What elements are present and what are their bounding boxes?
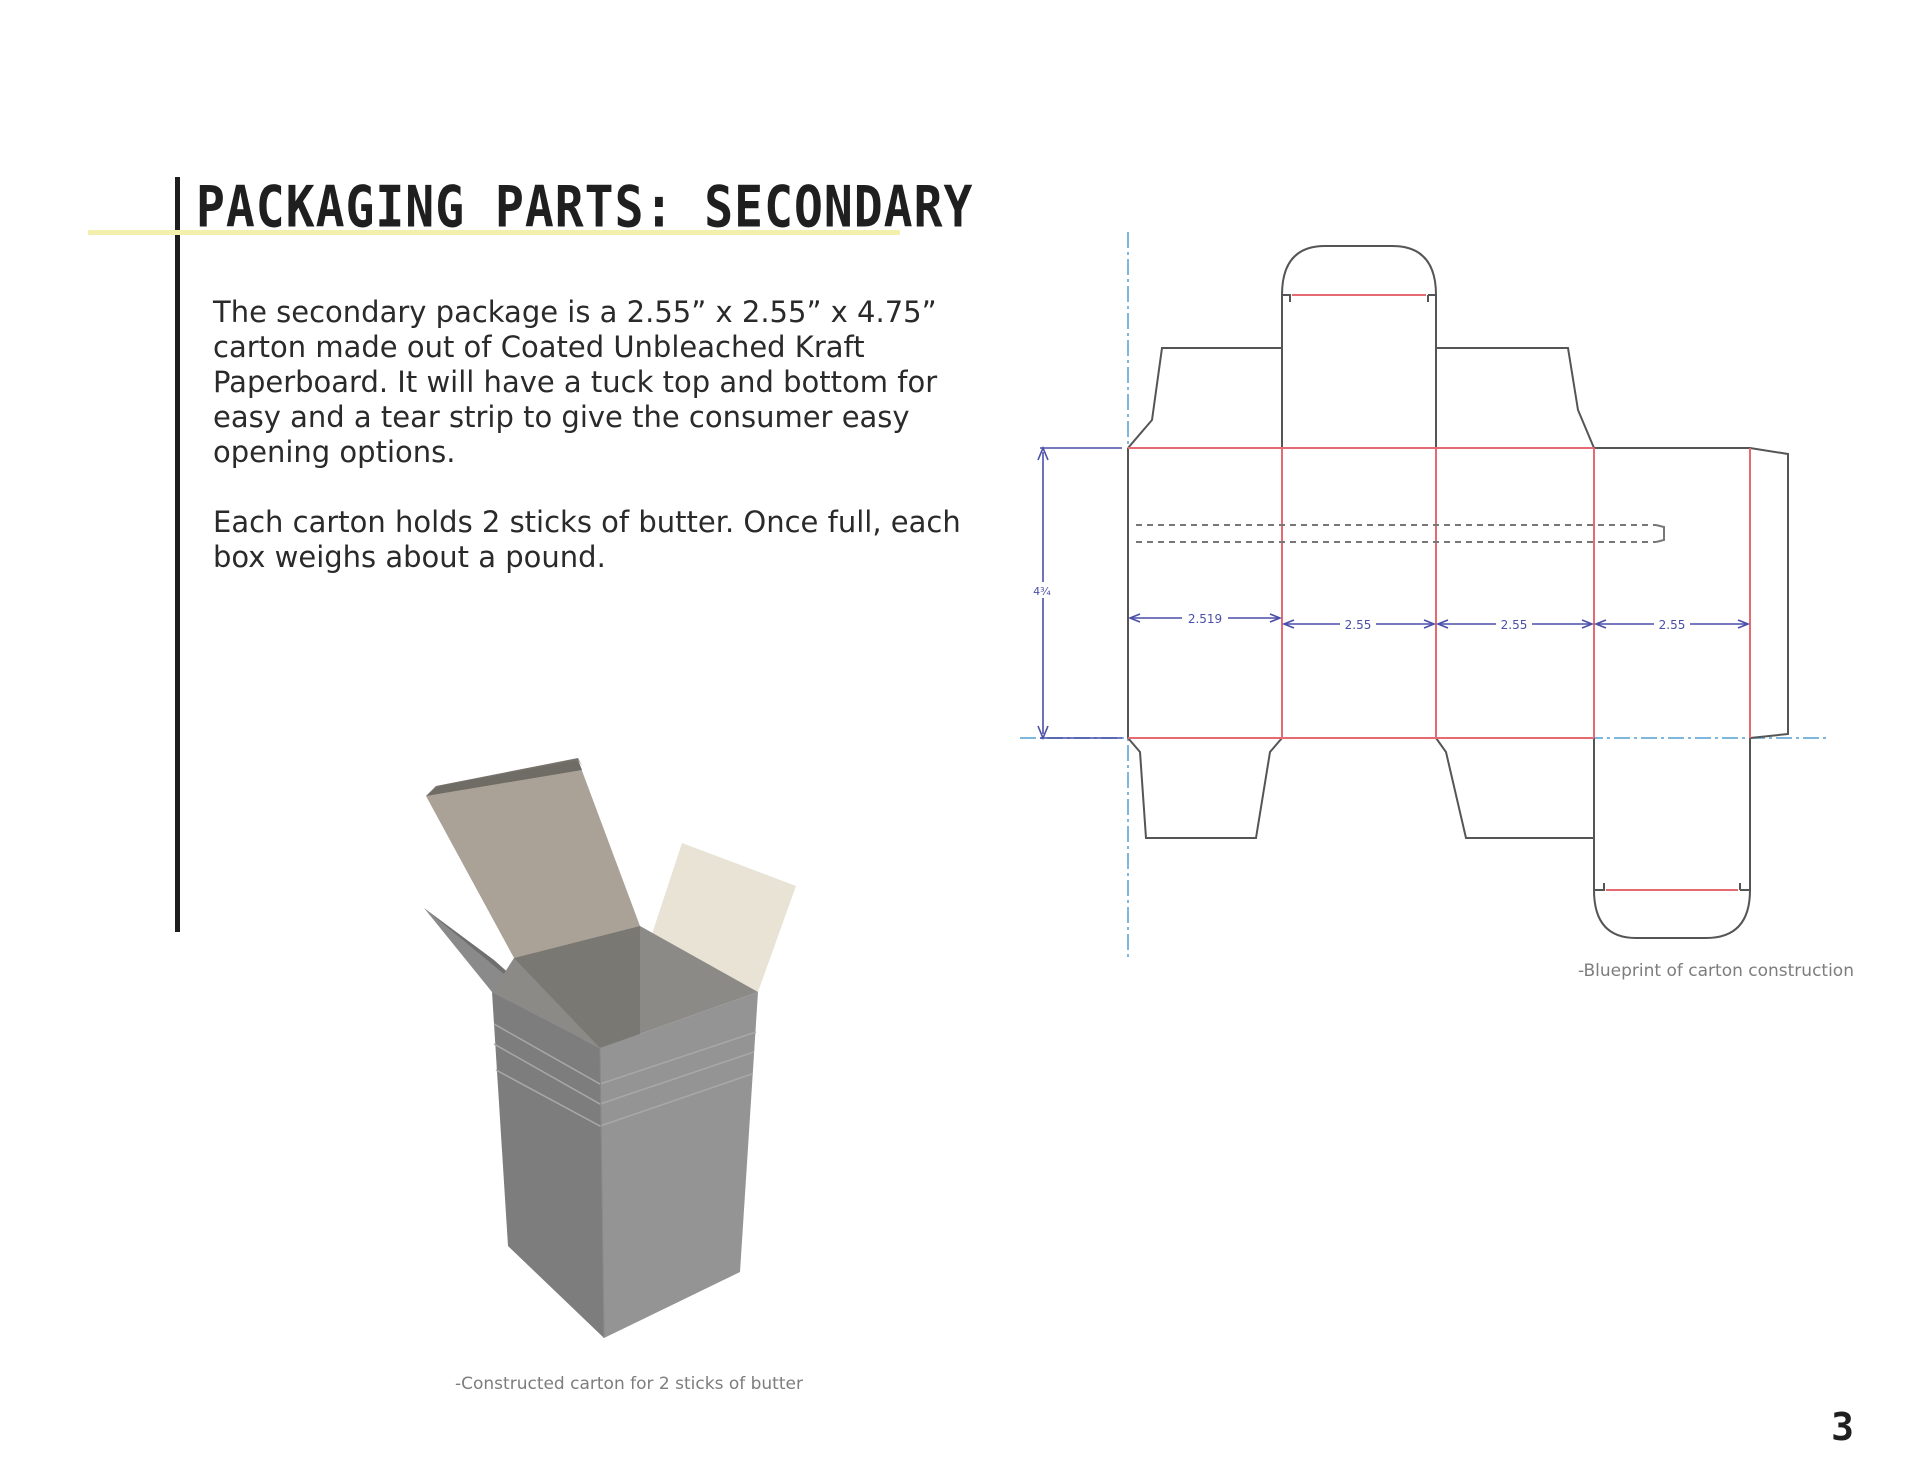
tear-strip — [1136, 525, 1656, 542]
paragraph-description: The secondary package is a 2.55” x 2.55” x 4.75” carton made out of Coated Unbleached Kraft Paperboard. It will have a tuck top and bottom for easy and a tear strip to give the consumer easy opening options. — [213, 295, 938, 469]
carton-caption: -Constructed carton for 2 sticks of butter — [455, 1374, 803, 1394]
dim-label-height: 4¾ — [1033, 585, 1051, 598]
constructed-carton — [424, 758, 796, 1338]
page-title: PACKAGING PARTS: SECONDARY — [196, 174, 974, 241]
cut-outline — [1128, 246, 1788, 938]
dim-label-2: 2.55 — [1344, 618, 1372, 632]
dim-label-3: 2.55 — [1500, 618, 1528, 632]
fold-lines — [1128, 295, 1750, 890]
paragraph-capacity: Each carton holds 2 sticks of butter. Once full, each box weighs about a pound. — [213, 505, 961, 574]
page-number: 3 — [1831, 1405, 1854, 1449]
dim-label-4: 2.55 — [1658, 618, 1686, 632]
dimension-lines — [1038, 448, 1748, 738]
tear-strip-tab — [1656, 525, 1664, 542]
dim-label-1: 2.519 — [1187, 612, 1223, 626]
blueprint-caption: -Blueprint of carton construction — [1577, 961, 1854, 981]
